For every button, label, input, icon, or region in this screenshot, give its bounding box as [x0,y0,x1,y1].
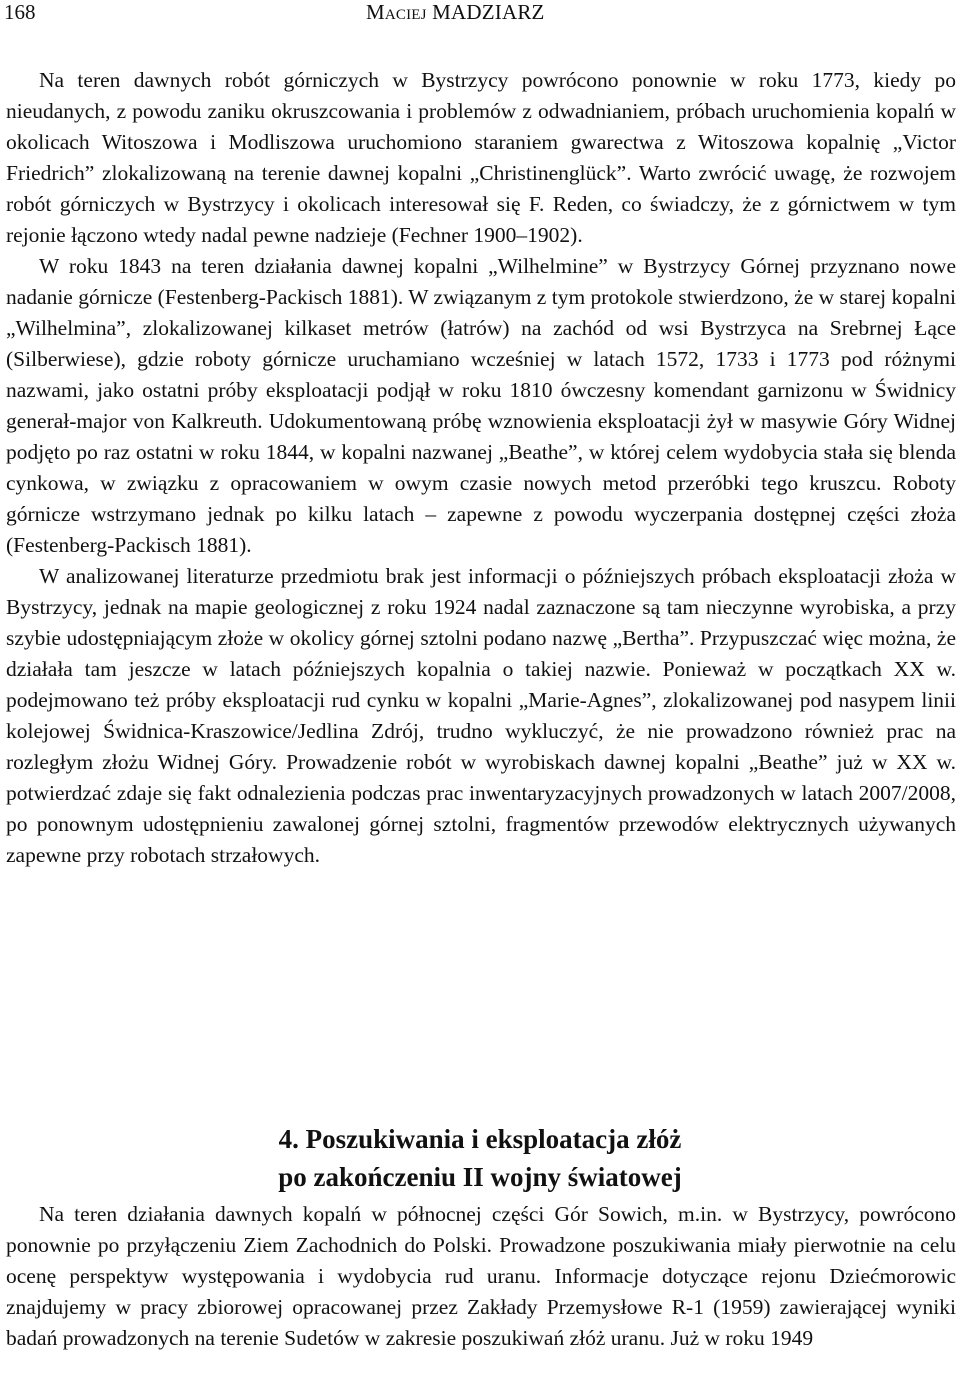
page-header [0,0,960,28]
running-head-author: Maciej MADZIARZ [366,0,545,24]
paragraph: W analizowanej literaturze przedmiotu brak jest informacji o późniejszych próbach eksploatacji złoża w Bystrzycy, jednak na mapie geologicznej z roku 1924 nadal zaznaczone są tam nieczynne wyrobiska, a przy szybie udostępniającym złoże w okolicy górnej sztolni podano nazwę „Bertha”. Przypuszczać więc można, że działała tam jeszcze w latach późniejszych kopalnia o takiej nazwie. Ponieważ w początkach XX w. podejmowano też próby eksploatacji rud cynku w kopalni „Marie-Agnes”, zlokalizowanej pod nasypem linii kolejowej Świdnica-Kraszowice/Jedlina Zdrój, trudno wykluczyć, że nie prowadzono również prac na rozległym złożu Widnej Góry. Prowadzenie robót w wyrobiskach dawnej kopalni „Beathe” już w XX w. potwierdzać zdaje się fakt odnalezienia podczas prac inwentaryzacyjnych prowadzonych w latach 2007/2008, po ponownym udostępnieniu zawalonej górnej sztolni, fragmentów przewodów elektrycznych używanych zapewne przy robotach strzałowych. [6,564,956,867]
section-heading [0,1120,960,1196]
paragraph: Na teren działania dawnych kopalń w północnej części Gór Sowich, m.in. w Bystrzycy, powrócono ponownie po przyłączeniu Ziem Zachodnich do Polski. Prowadzone poszukiwania miały pierwotnie na celu ocenę perspektyw występowania i wydobycia rud uranu. Informacje dotyczące rejonu Dziećmorowic znajdujemy w pracy zbiorowej opracowanej przez Zakłady Przemysłowe R-1 (1959) zawierającej wyniki badań prowadzonych na terenie Sudetów w zakresie poszukiwań złóż uranu. Już w roku 1949 [6,1202,956,1350]
paragraph: Na teren dawnych robót górniczych w Bystrzycy powrócono ponownie w roku 1773, kiedy po nieudanych, z powodu zaniku okruszcowania i problemów z odwadnianiem, próbach uruchomienia kopalń w okolicach Witoszowa i Modliszowa uruchomiono staraniem gwarectwa z Witoszowa kopalnię „Victor Friedrich” zlokalizowaną na terenie dawnej kopalni „Christinenglück”. Warto zwrócić uwagę, że rozwojem robót górniczych w Bystrzycy i okolicach interesował się F. Reden, co świadczy, że z górnictwem w tym rejonie łączono wtedy nadal pewne nadzieje (Fechner 1900–1902). [6,68,956,247]
section-heading-line-1: 4. Poszukiwania i eksploatacja złóż [278,1124,682,1155]
paragraph: W roku 1843 na teren działania dawnej kopalni „Wilhelmine” w Bystrzycy Górnej przyznano nowe nadanie górnicze (Festenberg-Packisch 1881). W związanym z tym protokole stwierdzono, że w starej kopalni „Wilhelmina”, zlokalizowanej kilkaset metrów (łatrów) na zachód od wsi Bystrzyca na Srebrnej Łące (Silberwiese), gdzie roboty górnicze uruchamiano wcześniej w latach 1572, 1733 i 1773 pod różnymi nazwami, jako ostatni próby eksploatacji podjął w roku 1810 ówczesny komendant garnizonu w Świdnicy generał-major von Kalkreuth. Udokumentowaną próbę wznowienia eksploatacji żył w masywie Góry Widnej podjęto po raz ostatni w roku 1844, w kopalni nazwanej „Beathe”, w której celem wydobycia stała się blenda cynkowa, w związku z opracowaniem w owym czasie nowych metod przeróbki tego kruszcu. Roboty górnicze wstrzymano jednak po kilku latach – zapewne z powodu wyczerpania dostępnej części złoża (Festenberg-Packisch 1881). [6,254,956,557]
page-number: 168 [4,0,36,24]
body-text-after-section [6,1199,956,1354]
section-heading-line-2: po zakończeniu II wojny światowej [278,1162,682,1193]
body-text-before-section [6,65,956,871]
